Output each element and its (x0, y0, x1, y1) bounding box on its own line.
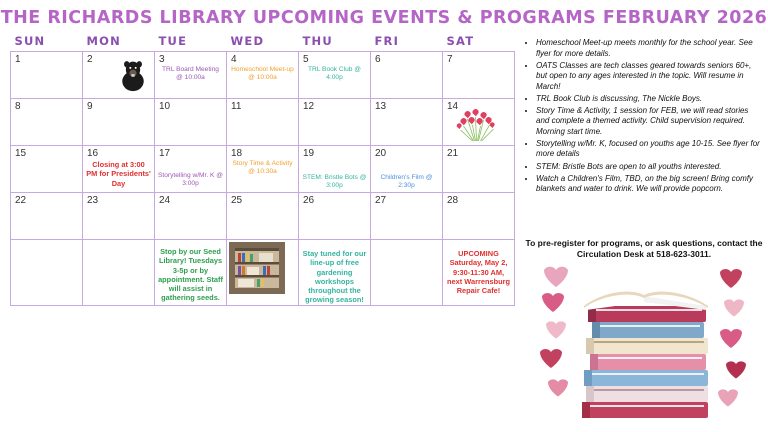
calendar-day-cell[interactable] (83, 193, 155, 240)
day-number: 20 (375, 148, 387, 159)
day-number: 23 (87, 195, 99, 206)
calendar-week-row (11, 99, 515, 146)
weekday-header-mon: MON (86, 34, 121, 48)
note-text: Storytelling w/Mr. K, focused on youths age 10-15. See flyer for more details (536, 138, 760, 159)
note-item (536, 174, 760, 195)
note-item (536, 94, 760, 105)
calendar-photo-cell (227, 240, 299, 306)
day-number: 8 (15, 101, 21, 112)
calendar-day-cell[interactable] (83, 99, 155, 146)
seed-library-photo (229, 242, 285, 294)
day-number: 2 (87, 54, 93, 65)
note-text: TRL Book Club is discussing, The Nickle Boys. (536, 93, 703, 103)
calendar-week-row (11, 52, 515, 99)
day-number: 26 (303, 195, 315, 206)
calendar-day-cell[interactable] (155, 146, 227, 193)
calendar-day-cell[interactable] (371, 193, 443, 240)
calendar-day-cell[interactable] (227, 193, 299, 240)
stacked-books (582, 292, 708, 418)
day-number: 25 (231, 195, 243, 206)
seed-library-notice: Stop by our Seed Library! Tuesdays 3-5p or by appointment. Staff will assist in gathering seeds. (158, 247, 223, 303)
calendar-day-cell[interactable] (155, 52, 227, 99)
day-number: 28 (447, 195, 459, 206)
day-number: 6 (375, 54, 381, 65)
day-number: 18 (231, 148, 243, 159)
day-number: 21 (447, 148, 459, 159)
day-number: 14 (447, 101, 459, 112)
day-number: 9 (87, 101, 93, 112)
event-label[interactable]: Homeschool Meet-up @ 10:00a (231, 66, 294, 82)
calendar-day-cell (11, 240, 83, 306)
calendar-day-cell[interactable] (299, 99, 371, 146)
day-number: 19 (303, 148, 315, 159)
pre-register-text: To pre-register for programs, or ask questions, contact the Circulation Desk at 518-623-3011. (525, 238, 763, 260)
events-calendar (10, 32, 515, 306)
calendar-day-cell[interactable] (227, 52, 299, 99)
event-label[interactable]: Story Time & Activity @ 10:30a (232, 160, 293, 176)
hearts-bouquet-icon (443, 107, 514, 145)
gardening-workshops-notice: Stay tuned for our line-up of free gardening workshops throughout the growing season! (302, 249, 367, 305)
repair-cafe-notice: UPCOMING Saturday, May 2, 9:30-11:30 AM, next Warrensburg Repair Cafe! (447, 249, 510, 295)
calendar-day-cell[interactable] (11, 52, 83, 99)
groundhog-icon (115, 58, 151, 92)
weekday-header-fri: FRI (374, 34, 400, 48)
day-number: 22 (15, 195, 27, 206)
calendar-day-cell[interactable] (227, 99, 299, 146)
day-number: 11 (231, 101, 242, 112)
weekday-header-thu: THU (302, 34, 333, 48)
calendar-notice-cell[interactable] (299, 240, 371, 306)
day-number: 15 (15, 148, 27, 159)
event-label[interactable]: Closing at 3:00 PM for Presidents' Day (86, 160, 151, 188)
calendar-day-cell (83, 240, 155, 306)
calendar-notice-cell[interactable] (443, 240, 515, 306)
calendar-day-cell[interactable] (11, 193, 83, 240)
book-stack-illustration (524, 262, 764, 427)
calendar-notice-cell[interactable] (155, 240, 227, 306)
calendar-day-cell (371, 240, 443, 306)
calendar-header-row (11, 32, 515, 52)
weekday-header-sat: SAT (446, 34, 475, 48)
day-number: 10 (159, 101, 171, 112)
calendar-day-cell[interactable] (371, 146, 443, 193)
program-notes (524, 38, 760, 196)
weekday-header-wed: WED (230, 34, 265, 48)
weekday-header-tue: TUE (158, 34, 188, 48)
note-item (536, 106, 760, 138)
calendar-day-cell[interactable] (299, 193, 371, 240)
day-number: 16 (87, 148, 99, 159)
calendar-day-cell[interactable] (443, 193, 515, 240)
note-item (536, 61, 760, 93)
note-item (536, 139, 760, 160)
day-number: 24 (159, 195, 171, 206)
calendar-day-cell[interactable] (443, 99, 515, 146)
calendar-day-cell[interactable] (155, 193, 227, 240)
day-number: 7 (447, 54, 453, 65)
note-text: STEM: Bristle Bots are open to all youths interested. (536, 161, 722, 171)
weekday-header-sun: SUN (14, 34, 46, 48)
calendar-day-cell[interactable] (11, 146, 83, 193)
note-text: Story Time & Activity, 1 session for FEB, we will read stories and complete a themed activity. Child supervision required. Morning start time. (536, 105, 749, 136)
calendar-day-cell[interactable] (11, 99, 83, 146)
note-text: Watch a Children's Film, TBD, on the big screen! Bring comfy blankets and water to drink. We will provide popcorn. (536, 173, 754, 194)
event-label[interactable]: STEM: Bristle Bots @ 3:00p (302, 174, 367, 190)
day-number: 3 (159, 54, 165, 65)
calendar-day-cell[interactable] (155, 99, 227, 146)
event-label[interactable]: Storytelling w/Mr. K @ 3:00p (158, 172, 223, 188)
calendar-week-row (11, 240, 515, 306)
page-title: THE RICHARDS LIBRARY UPCOMING EVENTS & PROGRAMS FEBRUARY 2026 (0, 8, 768, 28)
event-label[interactable]: TRL Board Meeting @ 10:00a (162, 66, 219, 82)
calendar-day-cell[interactable] (299, 146, 371, 193)
note-item (536, 162, 760, 173)
note-text: OATS Classes are tech classes geared towards seniors 60+, but open to any ages interested in the topic. Will resume in March! (536, 60, 752, 91)
calendar-week-row (11, 146, 515, 193)
calendar-day-cell[interactable] (371, 99, 443, 146)
calendar-day-cell[interactable] (443, 146, 515, 193)
calendar-day-cell[interactable] (83, 52, 155, 99)
day-number: 4 (231, 54, 237, 65)
calendar-day-cell[interactable] (371, 52, 443, 99)
calendar-day-cell[interactable] (227, 146, 299, 193)
calendar-day-cell[interactable] (443, 52, 515, 99)
day-number: 1 (15, 54, 21, 65)
day-number: 13 (375, 101, 387, 112)
day-number: 5 (303, 54, 309, 65)
note-text: Homeschool Meet-up meets monthly for the school year. See flyer for more details. (536, 38, 753, 58)
event-label[interactable]: TRL Book Club @ 4:00p (308, 66, 361, 82)
note-item (536, 38, 760, 59)
calendar-week-row (11, 193, 515, 240)
bookshelf-photo (229, 242, 285, 294)
calendar-day-cell[interactable] (83, 146, 155, 193)
day-number: 12 (303, 101, 315, 112)
day-number: 17 (159, 148, 171, 159)
event-label[interactable]: Children's Film @ 2:30p (380, 174, 433, 190)
calendar-day-cell[interactable] (299, 52, 371, 99)
day-number: 27 (375, 195, 387, 206)
